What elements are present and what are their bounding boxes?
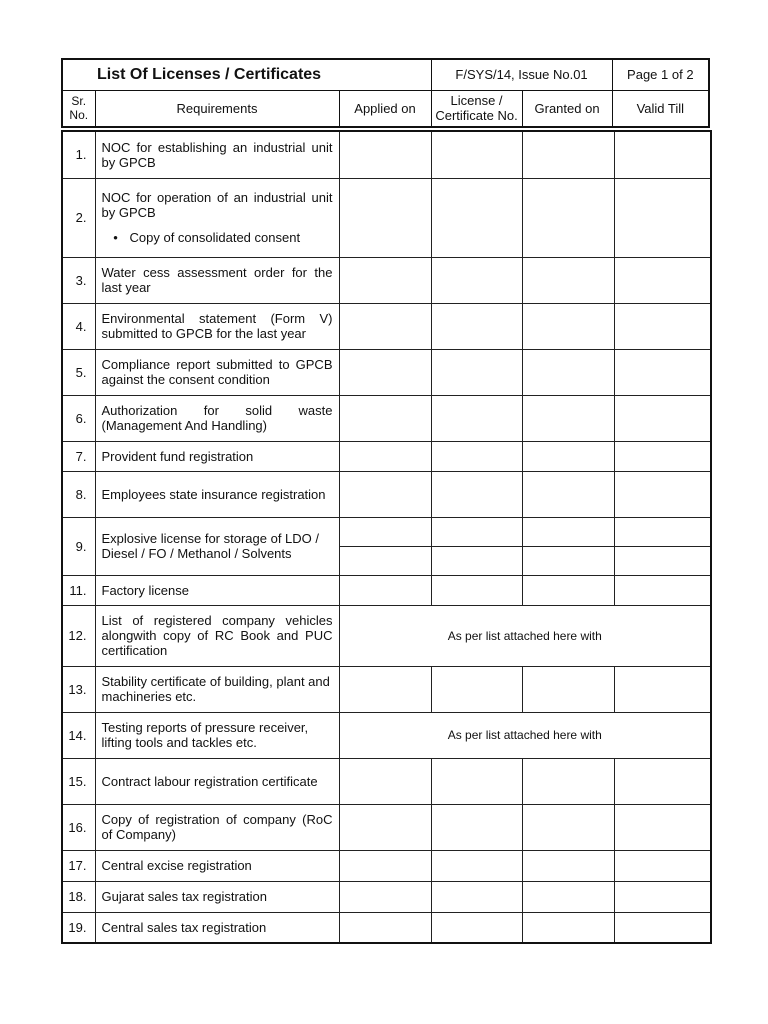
requirement-text: Employees state insurance registration <box>95 471 339 517</box>
granted-on-cell <box>522 546 614 575</box>
table-row <box>62 441 711 471</box>
requirement-text: Stability certificate of building, plant and machineries etc. <box>95 666 339 712</box>
requirement-bullet: • Copy of consolidated consent <box>102 230 333 245</box>
applied-on-cell <box>339 441 431 471</box>
column-header-applied-on: Applied on <box>339 90 431 127</box>
applied-on-cell <box>339 546 431 575</box>
requirement-text: NOC for establishing an industrial unit by GPCB <box>95 131 339 178</box>
requirement-text: Compliance report submitted to GPCB against the consent condition <box>95 349 339 395</box>
valid-till-cell <box>614 666 711 712</box>
license-no-cell <box>431 517 522 546</box>
license-no-cell <box>431 178 522 257</box>
granted-on-cell <box>522 912 614 943</box>
row-number: 9. <box>62 517 95 575</box>
row-number: 3. <box>62 257 95 303</box>
table-row <box>62 850 711 881</box>
granted-on-cell <box>522 471 614 517</box>
row-number: 7. <box>62 441 95 471</box>
document-reference: F/SYS/14, Issue No.01 <box>431 59 612 90</box>
valid-till-cell <box>614 257 711 303</box>
row-number: 11. <box>62 575 95 605</box>
applied-on-cell <box>339 850 431 881</box>
requirement-text: Authorization for solid waste (Management And Handling) <box>95 395 339 441</box>
license-no-cell <box>431 850 522 881</box>
applied-on-cell <box>339 758 431 804</box>
granted-on-cell <box>522 804 614 850</box>
license-no-cell <box>431 758 522 804</box>
license-no-cell <box>431 471 522 517</box>
applied-on-cell <box>339 131 431 178</box>
license-no-cell <box>431 349 522 395</box>
applied-on-cell <box>339 303 431 349</box>
granted-on-cell <box>522 178 614 257</box>
granted-on-cell <box>522 257 614 303</box>
license-no-cell <box>431 575 522 605</box>
attached-list-note: As per list attached here with <box>339 605 711 666</box>
granted-on-cell <box>522 850 614 881</box>
row-number: 12. <box>62 605 95 666</box>
valid-till-cell <box>614 575 711 605</box>
requirement-text: Contract labour registration certificate <box>95 758 339 804</box>
row-number: 8. <box>62 471 95 517</box>
license-no-cell <box>431 441 522 471</box>
row-number: 5. <box>62 349 95 395</box>
row-number: 18. <box>62 881 95 912</box>
applied-on-cell <box>339 912 431 943</box>
license-no-cell <box>431 546 522 575</box>
valid-till-cell <box>614 395 711 441</box>
valid-till-cell <box>614 441 711 471</box>
granted-on-cell <box>522 666 614 712</box>
valid-till-cell <box>614 131 711 178</box>
valid-till-cell <box>614 758 711 804</box>
valid-till-cell <box>614 804 711 850</box>
granted-on-cell <box>522 303 614 349</box>
page-number: Page 1 of 2 <box>612 59 709 90</box>
requirement-text: Central sales tax registration <box>95 912 339 943</box>
column-header-sr-no: Sr. No. <box>62 90 95 127</box>
table-row <box>62 605 711 666</box>
requirement-text: Water cess assessment order for the last year <box>95 257 339 303</box>
valid-till-cell <box>614 912 711 943</box>
applied-on-cell <box>339 395 431 441</box>
table-row <box>62 517 711 546</box>
column-header-valid-till: Valid Till <box>612 90 709 127</box>
table-row <box>62 575 711 605</box>
valid-till-cell <box>614 349 711 395</box>
document-title: List Of Licenses / Certificates <box>62 59 431 90</box>
licenses-table <box>61 130 712 944</box>
table-row <box>62 666 711 712</box>
table-row <box>62 758 711 804</box>
granted-on-cell <box>522 758 614 804</box>
granted-on-cell <box>522 349 614 395</box>
license-no-cell <box>431 804 522 850</box>
table-row <box>62 395 711 441</box>
column-header-granted-on: Granted on <box>522 90 612 127</box>
row-number: 1. <box>62 131 95 178</box>
row-number: 4. <box>62 303 95 349</box>
valid-till-cell <box>614 178 711 257</box>
table-row <box>62 804 711 850</box>
granted-on-cell <box>522 517 614 546</box>
table-row <box>62 303 711 349</box>
row-number: 14. <box>62 712 95 758</box>
row-number: 6. <box>62 395 95 441</box>
table-row <box>62 257 711 303</box>
valid-till-cell <box>614 303 711 349</box>
requirement-main-text: NOC for operation of an industrial unit by GPCB <box>101 190 333 220</box>
table-row <box>62 881 711 912</box>
applied-on-cell <box>339 575 431 605</box>
table-row <box>62 349 711 395</box>
applied-on-cell <box>339 178 431 257</box>
valid-till-cell <box>614 471 711 517</box>
table-row <box>62 712 711 758</box>
applied-on-cell <box>339 517 431 546</box>
applied-on-cell <box>339 666 431 712</box>
column-header-license-no: License / Certificate No. <box>431 90 522 127</box>
granted-on-cell <box>522 575 614 605</box>
license-no-cell <box>431 912 522 943</box>
license-no-cell <box>431 131 522 178</box>
applied-on-cell <box>339 804 431 850</box>
row-number: 15. <box>62 758 95 804</box>
attached-list-note: As per list attached here with <box>339 712 711 758</box>
license-no-cell <box>431 303 522 349</box>
requirement-text: Provident fund registration <box>95 441 339 471</box>
row-number: 2. <box>62 178 95 257</box>
table-row <box>62 178 711 257</box>
license-no-cell <box>431 881 522 912</box>
requirement-text: Testing reports of pressure receiver, lifting tools and tackles etc. <box>95 712 339 758</box>
requirement-text: Gujarat sales tax registration <box>95 881 339 912</box>
valid-till-cell <box>614 517 711 546</box>
requirement-text: Explosive license for storage of LDO / Diesel / FO / Methanol / Solvents <box>95 517 339 575</box>
requirement-text <box>95 178 339 257</box>
requirement-text: Copy of registration of company (RoC of Company) <box>95 804 339 850</box>
applied-on-cell <box>339 471 431 517</box>
requirement-text: Factory license <box>95 575 339 605</box>
license-no-cell <box>431 666 522 712</box>
table-row <box>62 131 711 178</box>
granted-on-cell <box>522 395 614 441</box>
valid-till-cell <box>614 546 711 575</box>
valid-till-cell <box>614 850 711 881</box>
row-number: 19. <box>62 912 95 943</box>
requirement-text: Central excise registration <box>95 850 339 881</box>
license-no-cell <box>431 257 522 303</box>
requirement-text: List of registered company vehicles alongwith copy of RC Book and PUC certification <box>95 605 339 666</box>
table-row <box>62 471 711 517</box>
row-number: 13. <box>62 666 95 712</box>
granted-on-cell <box>522 881 614 912</box>
license-no-cell <box>431 395 522 441</box>
valid-till-cell <box>614 881 711 912</box>
granted-on-cell <box>522 131 614 178</box>
applied-on-cell <box>339 881 431 912</box>
row-number: 16. <box>62 804 95 850</box>
column-header-requirements: Requirements <box>95 90 339 127</box>
table-row <box>62 912 711 943</box>
requirement-text: Environmental statement (Form V) submitted to GPCB for the last year <box>95 303 339 349</box>
applied-on-cell <box>339 349 431 395</box>
row-number: 17. <box>62 850 95 881</box>
granted-on-cell <box>522 441 614 471</box>
applied-on-cell <box>339 257 431 303</box>
header-table <box>61 58 710 128</box>
